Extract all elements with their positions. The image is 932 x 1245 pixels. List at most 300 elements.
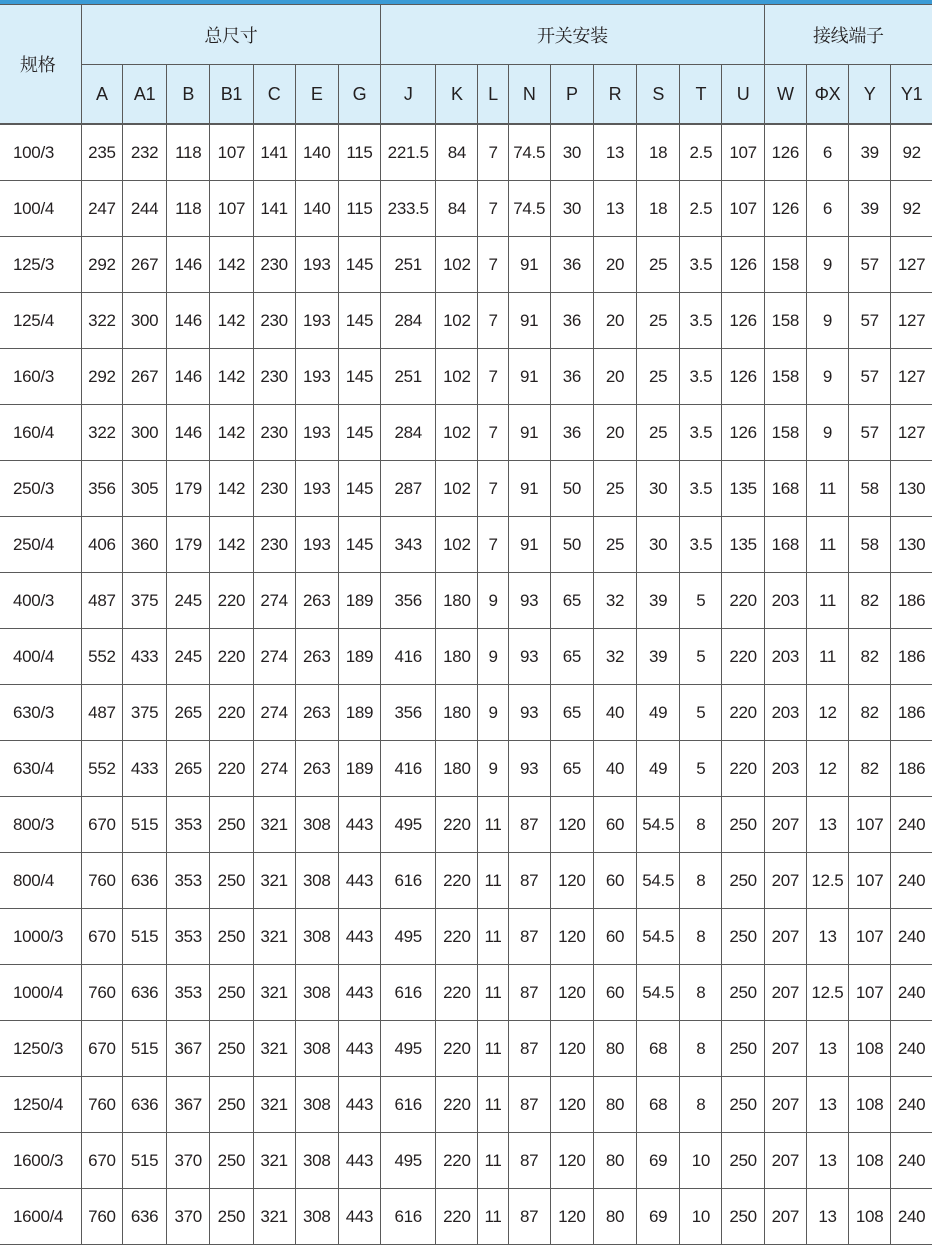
table-row xyxy=(0,517,932,573)
spec-cell: 800/4 xyxy=(0,853,81,909)
value-cell: 87 xyxy=(508,1021,550,1077)
value-cell: 82 xyxy=(849,573,891,629)
value-cell: 220 xyxy=(436,1133,478,1189)
value-cell: 6 xyxy=(806,124,848,181)
value-cell: 92 xyxy=(891,181,932,237)
value-cell: 263 xyxy=(295,573,338,629)
value-cell: 87 xyxy=(508,1133,550,1189)
value-cell: 120 xyxy=(550,965,593,1021)
value-cell: 87 xyxy=(508,1189,550,1245)
spec-cell: 250/4 xyxy=(0,517,81,573)
value-cell: 515 xyxy=(122,909,166,965)
value-cell: 250 xyxy=(722,1189,764,1245)
value-cell: 20 xyxy=(593,349,636,405)
value-cell: 263 xyxy=(295,685,338,741)
column-header: S xyxy=(637,65,680,125)
value-cell: 300 xyxy=(122,293,166,349)
column-header: Y xyxy=(849,65,891,125)
value-cell: 207 xyxy=(764,1189,806,1245)
value-cell: 18 xyxy=(637,181,680,237)
dimension-table xyxy=(0,4,932,1245)
value-cell: 54.5 xyxy=(637,797,680,853)
value-cell: 416 xyxy=(381,741,436,797)
table-row xyxy=(0,1189,932,1245)
value-cell: 8 xyxy=(680,853,722,909)
value-cell: 141 xyxy=(253,124,295,181)
value-cell: 69 xyxy=(637,1189,680,1245)
value-cell: 240 xyxy=(891,965,932,1021)
spec-cell: 630/4 xyxy=(0,741,81,797)
value-cell: 39 xyxy=(637,573,680,629)
column-header: R xyxy=(593,65,636,125)
value-cell: 118 xyxy=(167,124,210,181)
value-cell: 107 xyxy=(849,853,891,909)
value-cell: 5 xyxy=(680,685,722,741)
value-cell: 375 xyxy=(122,685,166,741)
value-cell: 120 xyxy=(550,909,593,965)
value-cell: 180 xyxy=(436,685,478,741)
value-cell: 32 xyxy=(593,629,636,685)
value-cell: 146 xyxy=(167,293,210,349)
value-cell: 107 xyxy=(722,124,764,181)
value-cell: 267 xyxy=(122,237,166,293)
value-cell: 126 xyxy=(722,293,764,349)
value-cell: 292 xyxy=(81,349,122,405)
value-cell: 9 xyxy=(806,349,848,405)
value-cell: 433 xyxy=(122,741,166,797)
table-row xyxy=(0,965,932,1021)
value-cell: 60 xyxy=(593,797,636,853)
value-cell: 91 xyxy=(508,405,550,461)
value-cell: 11 xyxy=(478,1077,508,1133)
value-cell: 168 xyxy=(764,461,806,517)
value-cell: 39 xyxy=(637,629,680,685)
value-cell: 8 xyxy=(680,965,722,1021)
value-cell: 80 xyxy=(593,1077,636,1133)
value-cell: 127 xyxy=(891,349,932,405)
value-cell: 102 xyxy=(436,237,478,293)
value-cell: 68 xyxy=(637,1077,680,1133)
value-cell: 8 xyxy=(680,909,722,965)
value-cell: 108 xyxy=(849,1133,891,1189)
table-row xyxy=(0,349,932,405)
value-cell: 180 xyxy=(436,629,478,685)
column-header: K xyxy=(436,65,478,125)
value-cell: 39 xyxy=(849,124,891,181)
value-cell: 367 xyxy=(167,1021,210,1077)
value-cell: 760 xyxy=(81,965,122,1021)
group-header: 接线端子 xyxy=(764,5,932,65)
spec-cell: 125/3 xyxy=(0,237,81,293)
value-cell: 3.5 xyxy=(680,405,722,461)
header-group-row xyxy=(0,5,932,65)
value-cell: 2.5 xyxy=(680,124,722,181)
value-cell: 60 xyxy=(593,909,636,965)
value-cell: 193 xyxy=(295,405,338,461)
value-cell: 220 xyxy=(210,573,253,629)
value-cell: 321 xyxy=(253,1189,295,1245)
column-header: G xyxy=(338,65,380,125)
value-cell: 58 xyxy=(849,461,891,517)
value-cell: 343 xyxy=(381,517,436,573)
value-cell: 321 xyxy=(253,1021,295,1077)
value-cell: 11 xyxy=(478,965,508,1021)
value-cell: 443 xyxy=(338,1189,380,1245)
value-cell: 250 xyxy=(722,1133,764,1189)
value-cell: 9 xyxy=(478,685,508,741)
spec-cell: 1250/4 xyxy=(0,1077,81,1133)
value-cell: 443 xyxy=(338,1133,380,1189)
value-cell: 141 xyxy=(253,181,295,237)
value-cell: 636 xyxy=(122,1077,166,1133)
value-cell: 443 xyxy=(338,965,380,1021)
value-cell: 308 xyxy=(295,1133,338,1189)
value-cell: 5 xyxy=(680,741,722,797)
value-cell: 250 xyxy=(722,853,764,909)
value-cell: 370 xyxy=(167,1133,210,1189)
value-cell: 443 xyxy=(338,1077,380,1133)
value-cell: 158 xyxy=(764,405,806,461)
table-row xyxy=(0,293,932,349)
value-cell: 140 xyxy=(295,181,338,237)
value-cell: 11 xyxy=(478,1133,508,1189)
value-cell: 87 xyxy=(508,909,550,965)
value-cell: 3.5 xyxy=(680,461,722,517)
value-cell: 12 xyxy=(806,685,848,741)
value-cell: 220 xyxy=(722,741,764,797)
value-cell: 146 xyxy=(167,405,210,461)
value-cell: 220 xyxy=(436,853,478,909)
value-cell: 406 xyxy=(81,517,122,573)
value-cell: 240 xyxy=(891,797,932,853)
value-cell: 189 xyxy=(338,629,380,685)
value-cell: 193 xyxy=(295,237,338,293)
value-cell: 60 xyxy=(593,965,636,1021)
value-cell: 145 xyxy=(338,349,380,405)
value-cell: 3.5 xyxy=(680,237,722,293)
value-cell: 495 xyxy=(381,1021,436,1077)
value-cell: 250 xyxy=(722,797,764,853)
value-cell: 284 xyxy=(381,405,436,461)
value-cell: 107 xyxy=(210,181,253,237)
value-cell: 220 xyxy=(210,629,253,685)
value-cell: 240 xyxy=(891,1133,932,1189)
value-cell: 7 xyxy=(478,293,508,349)
value-cell: 93 xyxy=(508,573,550,629)
value-cell: 13 xyxy=(593,124,636,181)
value-cell: 186 xyxy=(891,573,932,629)
value-cell: 120 xyxy=(550,1189,593,1245)
value-cell: 65 xyxy=(550,573,593,629)
value-cell: 158 xyxy=(764,293,806,349)
value-cell: 7 xyxy=(478,405,508,461)
value-cell: 308 xyxy=(295,797,338,853)
table-row xyxy=(0,124,932,181)
value-cell: 189 xyxy=(338,573,380,629)
value-cell: 240 xyxy=(891,909,932,965)
value-cell: 416 xyxy=(381,629,436,685)
table-row xyxy=(0,685,932,741)
value-cell: 145 xyxy=(338,517,380,573)
value-cell: 11 xyxy=(478,909,508,965)
value-cell: 321 xyxy=(253,853,295,909)
value-cell: 13 xyxy=(593,181,636,237)
value-cell: 12.5 xyxy=(806,965,848,1021)
spec-cell: 1600/4 xyxy=(0,1189,81,1245)
value-cell: 203 xyxy=(764,573,806,629)
value-cell: 515 xyxy=(122,1021,166,1077)
value-cell: 443 xyxy=(338,909,380,965)
value-cell: 6 xyxy=(806,181,848,237)
value-cell: 2.5 xyxy=(680,181,722,237)
value-cell: 8 xyxy=(680,1077,722,1133)
value-cell: 250 xyxy=(210,909,253,965)
group-header: 开关安装 xyxy=(381,5,765,65)
table-row xyxy=(0,797,932,853)
value-cell: 321 xyxy=(253,965,295,1021)
value-cell: 115 xyxy=(338,181,380,237)
value-cell: 207 xyxy=(764,1021,806,1077)
value-cell: 3.5 xyxy=(680,293,722,349)
value-cell: 305 xyxy=(122,461,166,517)
value-cell: 321 xyxy=(253,1077,295,1133)
value-cell: 207 xyxy=(764,1077,806,1133)
value-cell: 18 xyxy=(637,124,680,181)
value-cell: 207 xyxy=(764,853,806,909)
table-row xyxy=(0,909,932,965)
value-cell: 245 xyxy=(167,573,210,629)
value-cell: 54.5 xyxy=(637,965,680,1021)
value-cell: 168 xyxy=(764,517,806,573)
value-cell: 203 xyxy=(764,629,806,685)
value-cell: 230 xyxy=(253,237,295,293)
column-header: U xyxy=(722,65,764,125)
value-cell: 189 xyxy=(338,685,380,741)
value-cell: 32 xyxy=(593,573,636,629)
value-cell: 353 xyxy=(167,909,210,965)
value-cell: 11 xyxy=(478,1021,508,1077)
value-cell: 230 xyxy=(253,405,295,461)
value-cell: 356 xyxy=(81,461,122,517)
value-cell: 93 xyxy=(508,685,550,741)
value-cell: 250 xyxy=(210,965,253,1021)
column-header: B xyxy=(167,65,210,125)
value-cell: 353 xyxy=(167,797,210,853)
value-cell: 25 xyxy=(637,349,680,405)
value-cell: 245 xyxy=(167,629,210,685)
value-cell: 11 xyxy=(806,629,848,685)
value-cell: 487 xyxy=(81,685,122,741)
value-cell: 636 xyxy=(122,965,166,1021)
value-cell: 108 xyxy=(849,1189,891,1245)
value-cell: 356 xyxy=(381,573,436,629)
value-cell: 9 xyxy=(806,237,848,293)
value-cell: 7 xyxy=(478,181,508,237)
column-header: A1 xyxy=(122,65,166,125)
value-cell: 91 xyxy=(508,237,550,293)
group-header: 总尺寸 xyxy=(81,5,380,65)
value-cell: 220 xyxy=(210,685,253,741)
spec-cell: 1600/3 xyxy=(0,1133,81,1189)
value-cell: 57 xyxy=(849,237,891,293)
value-cell: 126 xyxy=(764,181,806,237)
value-cell: 367 xyxy=(167,1077,210,1133)
value-cell: 145 xyxy=(338,461,380,517)
value-cell: 274 xyxy=(253,685,295,741)
value-cell: 126 xyxy=(722,349,764,405)
table-row xyxy=(0,1133,932,1189)
value-cell: 130 xyxy=(891,461,932,517)
value-cell: 203 xyxy=(764,685,806,741)
value-cell: 250 xyxy=(722,909,764,965)
value-cell: 300 xyxy=(122,405,166,461)
value-cell: 220 xyxy=(436,909,478,965)
value-cell: 84 xyxy=(436,124,478,181)
value-cell: 760 xyxy=(81,853,122,909)
value-cell: 267 xyxy=(122,349,166,405)
value-cell: 240 xyxy=(891,1077,932,1133)
value-cell: 80 xyxy=(593,1189,636,1245)
value-cell: 186 xyxy=(891,629,932,685)
value-cell: 20 xyxy=(593,237,636,293)
value-cell: 230 xyxy=(253,349,295,405)
value-cell: 230 xyxy=(253,517,295,573)
value-cell: 7 xyxy=(478,237,508,293)
value-cell: 91 xyxy=(508,517,550,573)
value-cell: 240 xyxy=(891,853,932,909)
value-cell: 91 xyxy=(508,461,550,517)
column-header: E xyxy=(295,65,338,125)
value-cell: 54.5 xyxy=(637,909,680,965)
value-cell: 87 xyxy=(508,853,550,909)
value-cell: 244 xyxy=(122,181,166,237)
value-cell: 193 xyxy=(295,461,338,517)
value-cell: 9 xyxy=(806,293,848,349)
value-cell: 93 xyxy=(508,741,550,797)
value-cell: 616 xyxy=(381,1077,436,1133)
value-cell: 118 xyxy=(167,181,210,237)
value-cell: 80 xyxy=(593,1133,636,1189)
spec-header: 规格 xyxy=(0,5,81,125)
value-cell: 120 xyxy=(550,1133,593,1189)
value-cell: 91 xyxy=(508,293,550,349)
value-cell: 5 xyxy=(680,629,722,685)
value-cell: 40 xyxy=(593,685,636,741)
value-cell: 49 xyxy=(637,741,680,797)
value-cell: 274 xyxy=(253,573,295,629)
column-header: J xyxy=(381,65,436,125)
value-cell: 11 xyxy=(478,853,508,909)
value-cell: 49 xyxy=(637,685,680,741)
value-cell: 250 xyxy=(722,965,764,1021)
value-cell: 36 xyxy=(550,405,593,461)
column-header: B1 xyxy=(210,65,253,125)
value-cell: 87 xyxy=(508,965,550,1021)
value-cell: 25 xyxy=(593,517,636,573)
column-header: ΦX xyxy=(806,65,848,125)
value-cell: 8 xyxy=(680,797,722,853)
value-cell: 250 xyxy=(210,1189,253,1245)
value-cell: 135 xyxy=(722,461,764,517)
value-cell: 353 xyxy=(167,965,210,1021)
value-cell: 11 xyxy=(478,797,508,853)
value-cell: 127 xyxy=(891,237,932,293)
value-cell: 616 xyxy=(381,853,436,909)
value-cell: 10 xyxy=(680,1189,722,1245)
spec-cell: 630/3 xyxy=(0,685,81,741)
value-cell: 321 xyxy=(253,797,295,853)
value-cell: 135 xyxy=(722,517,764,573)
value-cell: 13 xyxy=(806,1133,848,1189)
value-cell: 102 xyxy=(436,405,478,461)
value-cell: 13 xyxy=(806,1021,848,1077)
value-cell: 9 xyxy=(478,629,508,685)
value-cell: 120 xyxy=(550,797,593,853)
value-cell: 250 xyxy=(210,1021,253,1077)
value-cell: 145 xyxy=(338,293,380,349)
value-cell: 232 xyxy=(122,124,166,181)
value-cell: 250 xyxy=(210,797,253,853)
value-cell: 142 xyxy=(210,293,253,349)
value-cell: 220 xyxy=(210,741,253,797)
value-cell: 186 xyxy=(891,741,932,797)
value-cell: 12 xyxy=(806,741,848,797)
value-cell: 87 xyxy=(508,797,550,853)
spec-cell: 400/4 xyxy=(0,629,81,685)
value-cell: 20 xyxy=(593,405,636,461)
value-cell: 220 xyxy=(436,1189,478,1245)
spec-cell: 1000/3 xyxy=(0,909,81,965)
value-cell: 142 xyxy=(210,461,253,517)
value-cell: 321 xyxy=(253,1133,295,1189)
spec-cell: 250/3 xyxy=(0,461,81,517)
value-cell: 250 xyxy=(722,1077,764,1133)
value-cell: 495 xyxy=(381,909,436,965)
value-cell: 30 xyxy=(550,124,593,181)
value-cell: 180 xyxy=(436,741,478,797)
value-cell: 12.5 xyxy=(806,853,848,909)
value-cell: 130 xyxy=(891,517,932,573)
value-cell: 240 xyxy=(891,1021,932,1077)
value-cell: 142 xyxy=(210,517,253,573)
value-cell: 25 xyxy=(637,293,680,349)
value-cell: 308 xyxy=(295,1021,338,1077)
value-cell: 82 xyxy=(849,685,891,741)
value-cell: 250 xyxy=(210,1077,253,1133)
value-cell: 57 xyxy=(849,405,891,461)
value-cell: 292 xyxy=(81,237,122,293)
table-header xyxy=(0,5,932,125)
value-cell: 240 xyxy=(891,1189,932,1245)
value-cell: 180 xyxy=(436,573,478,629)
table-row xyxy=(0,1077,932,1133)
value-cell: 30 xyxy=(637,517,680,573)
spec-cell: 125/4 xyxy=(0,293,81,349)
value-cell: 25 xyxy=(637,405,680,461)
column-header: P xyxy=(550,65,593,125)
value-cell: 11 xyxy=(478,1189,508,1245)
value-cell: 353 xyxy=(167,853,210,909)
value-cell: 250 xyxy=(722,1021,764,1077)
value-cell: 8 xyxy=(680,1021,722,1077)
value-cell: 552 xyxy=(81,629,122,685)
value-cell: 9 xyxy=(478,573,508,629)
value-cell: 82 xyxy=(849,741,891,797)
value-cell: 120 xyxy=(550,1077,593,1133)
value-cell: 207 xyxy=(764,1133,806,1189)
value-cell: 127 xyxy=(891,405,932,461)
spec-cell: 1250/3 xyxy=(0,1021,81,1077)
